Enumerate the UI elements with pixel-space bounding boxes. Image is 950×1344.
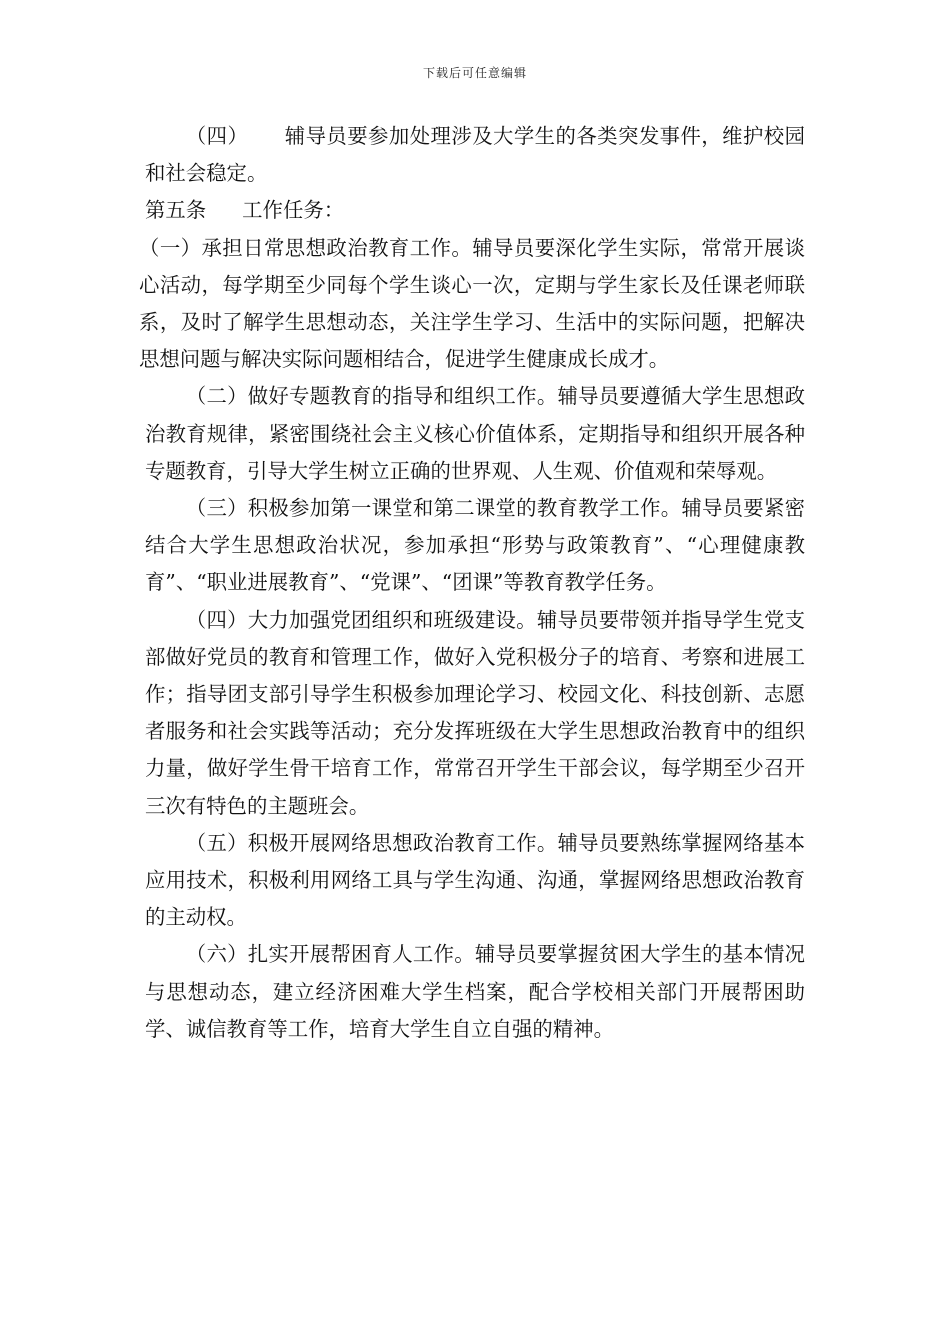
paragraph-task-3: （三）积极参加第一课堂和第二课堂的教育教学工作。辅导员要紧密结合大学生思想政治状况，参加承担“形势与政策教育”、“心理健康教育”、“职业进展教育”、“党课”、“团课”等教育教学任务。 — [145, 496, 805, 595]
paragraph-task-5: （五）积极开展网络思想政治教育工作。辅导员要熟练掌握网络基本应用技术，积极利用网络工具与学生沟通、沟通，掌握网络思想政治教育的主动权。 — [145, 830, 805, 930]
paragraph-task-6: （六）扎实开展帮困育人工作。辅导员要掌握贫困大学生的基本情况与思想动态，建立经济困难大学生档案，配合学校相关部门开展帮困助学、诚信教育等工作，培育大学生自立自强的精神。 — [145, 942, 805, 1041]
paragraph-task-4: （四）大力加强党团组织和班级建设。辅导员要带领并指导学生党支部做好党员的教育和管理工作，做好入党积极分子的培育、考察和进展工作；指导团支部引导学生积极参加理论学习、校园文化、科技创新、志愿者服务和社会实践等活动；充分发挥班级在大学生思想政治教育中的组织力量，做好学生骨干培育工作，常常召开学生干部会议，每学期至少召开三次有特色的主题班会。 — [145, 607, 805, 818]
paragraph-text: 辅导员要参加处理涉及大学生的各类突发事件，维护校园和社会稳定。 — [145, 124, 806, 186]
article-title: 工作任务： — [242, 198, 345, 223]
page-header: 下载后可任意编辑 — [422, 66, 527, 80]
document-body — [139, 118, 806, 1048]
article-number: 第五条 — [145, 198, 207, 223]
item-number: （四） — [185, 124, 249, 148]
paragraph-item-4 — [145, 118, 805, 192]
paragraph-task-2: （二）做好专题教育的指导和组织工作。辅导员要遵循大学生思想政治教育规律，紧密围绕社会主义核心价值体系，定期指导和组织开展各种专题教育，引导大学生树立正确的世界观、人生观、价值观和荣辱观。 — [145, 384, 805, 483]
article-heading — [145, 192, 805, 229]
paragraph-task-1: （一）承担日常思想政治教育工作。辅导员要深化学生实际，常常开展谈心活动，每学期至少同每个学生谈心一次，定期与学生家长及任课老师联系，及时了解学生思想动态，关注学生学习、生活中的实际问题，把解决思想问题与解决实际问题相结合，促进学生健康成长成才。 — [139, 235, 805, 372]
